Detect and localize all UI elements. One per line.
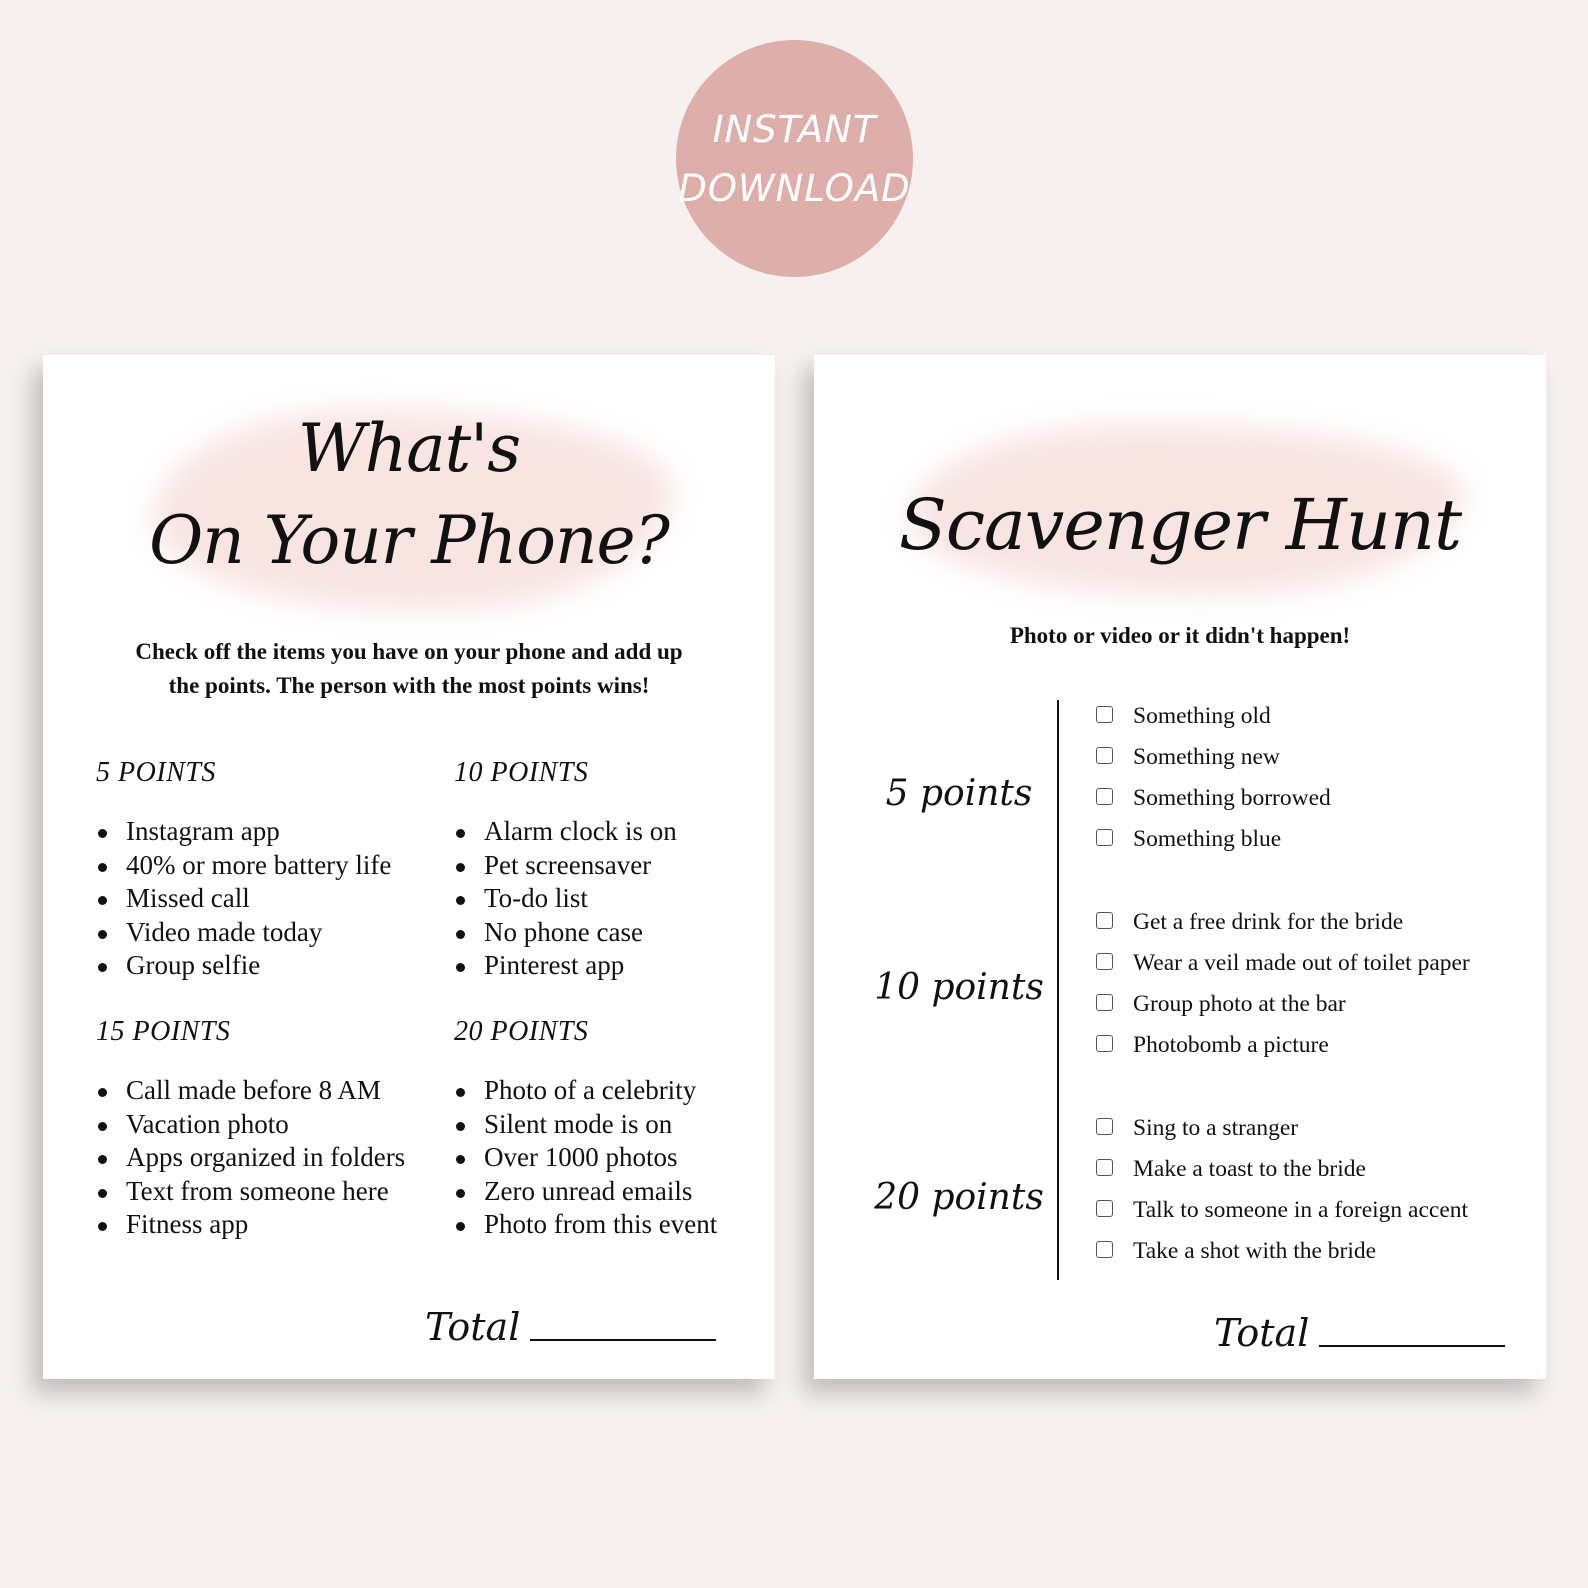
list-item: Pet screensaver xyxy=(454,849,677,883)
item-list xyxy=(96,1074,405,1242)
checklist-item[interactable] xyxy=(1096,1190,1468,1231)
section-heading: 5 POINTS xyxy=(96,757,216,788)
title-line-1: What's xyxy=(297,410,521,487)
list-item: Fitness app xyxy=(96,1208,405,1242)
checklist-5-points xyxy=(1096,696,1331,860)
checklist-item-label: Group photo at the bar xyxy=(1133,991,1346,1017)
badge-line-1: INSTANT xyxy=(712,107,877,151)
checklist-item[interactable] xyxy=(1096,1108,1468,1149)
list-item: Call made before 8 AM xyxy=(96,1074,405,1108)
section-heading: 10 POINTS xyxy=(454,757,589,788)
checkbox[interactable] xyxy=(1096,747,1113,764)
item-list xyxy=(96,815,391,983)
total-blank-line xyxy=(1319,1345,1505,1347)
list-item: Alarm clock is on xyxy=(454,815,677,849)
list-item: Silent mode is on xyxy=(454,1108,717,1142)
checkbox[interactable] xyxy=(1096,1035,1113,1052)
checklist-20-points xyxy=(1096,1108,1468,1272)
checklist-item-label: Make a toast to the bride xyxy=(1133,1156,1366,1182)
checklist-item-label: Get a free drink for the bride xyxy=(1133,909,1404,935)
list-item: Apps organized in folders xyxy=(96,1141,405,1175)
item-list xyxy=(454,1074,717,1242)
list-item: Video made today xyxy=(96,916,391,950)
list-item: No phone case xyxy=(454,916,677,950)
total-field xyxy=(1214,1313,1505,1353)
section-heading: 20 POINTS xyxy=(454,1016,589,1047)
checkbox[interactable] xyxy=(1096,1118,1113,1135)
list-item: Zero unread emails xyxy=(454,1175,717,1209)
card-title: Scavenger Hunt xyxy=(898,484,1462,566)
title-line-2: On Your Phone? xyxy=(149,502,669,579)
checkbox[interactable] xyxy=(1096,1159,1113,1176)
checklist-item-label: Something new xyxy=(1133,744,1280,770)
card-subtitle: Photo or video or it didn't happen! xyxy=(1009,623,1351,648)
list-item: Vacation photo xyxy=(96,1108,405,1142)
checklist-item[interactable] xyxy=(1096,1231,1468,1272)
checklist-item[interactable] xyxy=(1096,984,1470,1025)
list-item: Group selfie xyxy=(96,949,391,983)
instant-download-badge xyxy=(676,40,913,277)
checklist-item-label: Something blue xyxy=(1133,826,1282,852)
list-item: Text from someone here xyxy=(96,1175,405,1209)
whats-on-your-phone-card xyxy=(43,355,775,1379)
list-item: Pinterest app xyxy=(454,949,677,983)
list-item: To-do list xyxy=(454,882,677,916)
list-item: Instagram app xyxy=(96,815,391,849)
instructions xyxy=(103,635,715,703)
checklist-item[interactable] xyxy=(1096,778,1331,819)
total-label: Total xyxy=(1214,1311,1310,1355)
checklist-item[interactable] xyxy=(1096,696,1331,737)
checklist-item-label: Photobomb a picture xyxy=(1133,1032,1329,1058)
section-20-points xyxy=(454,1016,717,1242)
checklist-item[interactable] xyxy=(1096,737,1331,778)
checkbox[interactable] xyxy=(1096,1200,1113,1217)
instructions-line-1: Check off the items you have on your phone and add up xyxy=(135,639,683,664)
checklist-item-label: Talk to someone in a foreign accent xyxy=(1133,1197,1469,1223)
badge-line-2: DOWNLOAD xyxy=(678,166,911,210)
checklist-item-label: Something borrowed xyxy=(1133,785,1331,811)
list-item: Photo of a celebrity xyxy=(454,1074,717,1108)
total-label: Total xyxy=(425,1305,521,1349)
checklist-item-label: Wear a veil made out of toilet paper xyxy=(1133,950,1470,976)
points-label-5: 5 points xyxy=(885,773,1033,814)
checklist-item[interactable] xyxy=(1096,1149,1468,1190)
list-item: Over 1000 photos xyxy=(454,1141,717,1175)
scavenger-hunt-card xyxy=(814,355,1546,1379)
checklist-item-label: Take a shot with the bride xyxy=(1133,1238,1377,1264)
checklist-10-points xyxy=(1096,902,1470,1066)
item-list xyxy=(454,815,677,983)
checklist-item[interactable] xyxy=(1096,1025,1470,1066)
checkbox[interactable] xyxy=(1096,912,1113,929)
checklist-item[interactable] xyxy=(1096,943,1470,984)
card-title xyxy=(43,403,775,587)
checklist-item-label: Sing to a stranger xyxy=(1133,1115,1299,1141)
total-blank-line xyxy=(530,1339,716,1341)
list-item: 40% or more battery life xyxy=(96,849,391,883)
section-10-points xyxy=(454,757,677,983)
checklist-item-label: Something old xyxy=(1133,703,1271,729)
checkbox[interactable] xyxy=(1096,1241,1113,1258)
list-item: Missed call xyxy=(96,882,391,916)
points-label-20: 20 points xyxy=(874,1177,1044,1218)
section-heading: 15 POINTS xyxy=(96,1016,231,1047)
section-15-points xyxy=(96,1016,405,1242)
checkbox[interactable] xyxy=(1096,706,1113,723)
checkbox[interactable] xyxy=(1096,829,1113,846)
checkbox[interactable] xyxy=(1096,788,1113,805)
checklist-item[interactable] xyxy=(1096,902,1470,943)
list-item: Photo from this event xyxy=(454,1208,717,1242)
points-label-10: 10 points xyxy=(874,967,1044,1008)
section-5-points xyxy=(96,757,391,983)
checklist-item[interactable] xyxy=(1096,819,1331,860)
total-field xyxy=(425,1307,716,1347)
checkbox[interactable] xyxy=(1096,953,1113,970)
instructions-line-2: the points. The person with the most points wins! xyxy=(168,673,650,698)
checkbox[interactable] xyxy=(1096,994,1113,1011)
